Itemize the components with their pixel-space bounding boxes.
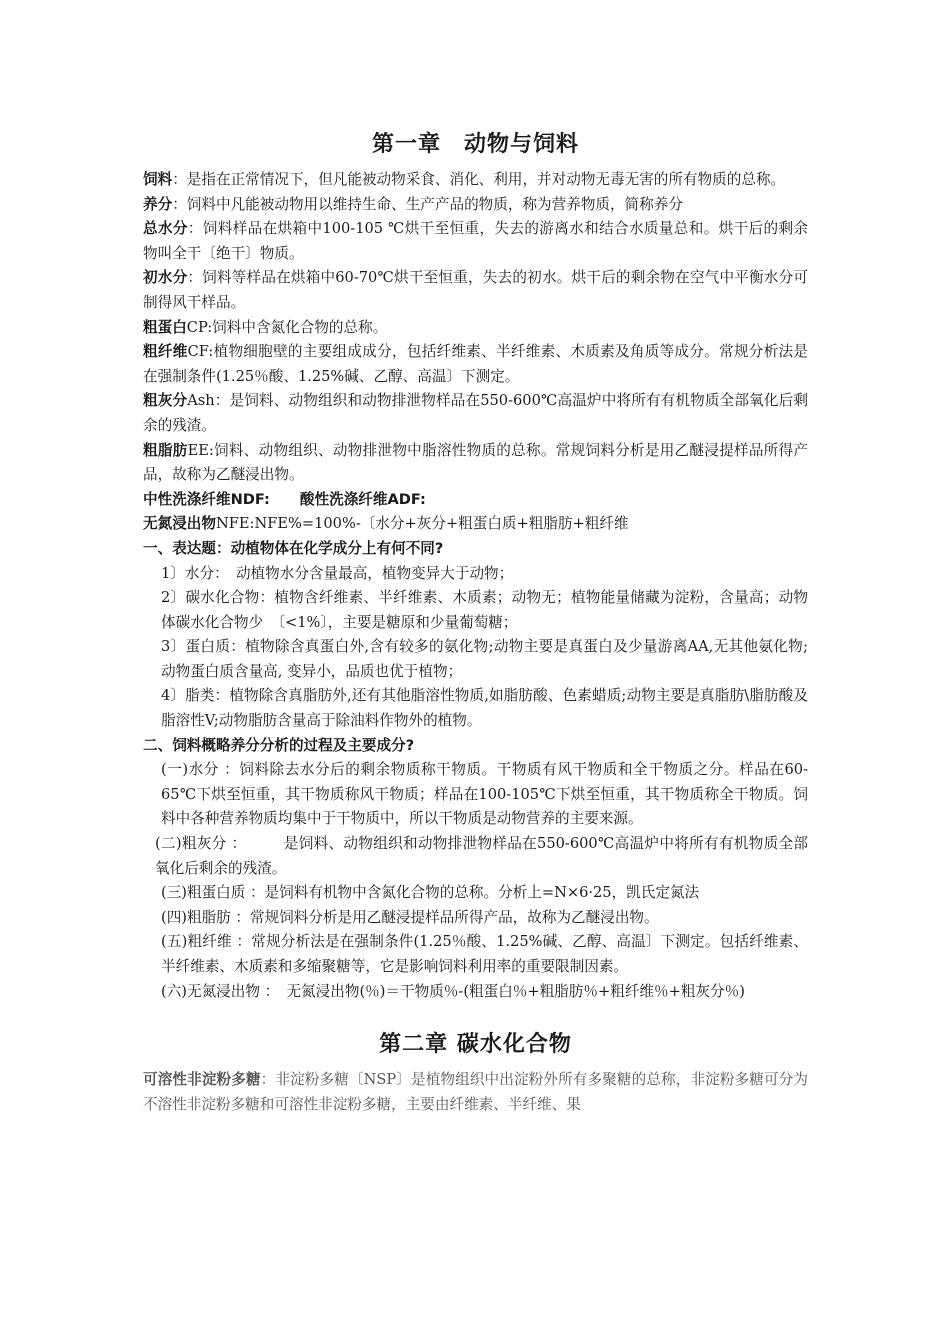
question-1-heading: 一、表达题：动植物体在化学成分上有何不同? [143, 539, 444, 557]
question-2-heading: 二、饲料概略养分分析的过程及主要成分? [143, 736, 415, 754]
definition-nutrient [143, 193, 808, 218]
nfe-term: 无氮浸出物 [143, 515, 216, 533]
question-1-item: 2〕碳水化合物：植物含纤维素、半纤维素、木质素；动物无；植物能量储藏为淀粉，含量高；动物体碳水化合物少 〔<1%〕，主要是糖原和少量葡萄糖； [161, 589, 808, 631]
chapter-2-title: 第二章 碳水化合物 [379, 1032, 572, 1058]
question-1-item: 3〕蛋白质：植物除含真蛋白外,含有较多的氨化物;动物主要是真蛋白及少量游离AA,无其他氨化物;动物蛋白质含量高, 变异小，品质也优于植物； [161, 638, 808, 680]
definition-term: 养分 [143, 195, 173, 213]
definition-text: CP:饲料中含氮化合物的总称。 [186, 318, 388, 336]
definition-soluble-nsp [143, 1068, 808, 1117]
question-2-item: (三)粗蛋白质 ：是饲料有机物中含氮化合物的总称。分析上=N×6·25，凯氏定氮法 [161, 884, 700, 902]
definition-crude-fat [143, 439, 808, 488]
definition-term: 初水分 [143, 269, 188, 287]
definition-text: ：饲料中凡能被动物用以维持生命、生产产品的物质，称为营养物质，简称养分 [172, 195, 683, 213]
definition-crude-protein [143, 316, 808, 341]
definition-text: ：非淀粉多糖〔NSP〕是植物组织中出淀粉外所有多聚糖的总称，非淀粉多糖可分为不溶性非淀粉多糖和可溶性非淀粉多糖，主要由纤维素、半纤维、果 [143, 1071, 808, 1113]
definition-initial-moisture [143, 266, 808, 315]
nfe-text: NFE:NFE%=100%-〔水分+灰分+粗蛋白质+粗脂肪+粗纤维 [215, 515, 629, 533]
question-2-item: (二)粗灰分 ： 是饲料、动物组织和动物排泄物样品在550-600℃高温炉中将所有有机物质全部氧化后剩余的残渣。 [155, 835, 808, 877]
document-page [143, 130, 808, 1117]
adf-term: 酸性洗涤纤维ADF: [299, 490, 426, 508]
definition-nfe [143, 512, 808, 537]
question-2-item: (四)粗脂肪 ：常规饲料分析是用乙醚浸提样品所得产品，故称为乙醚浸出物。 [161, 908, 659, 926]
definition-term: 粗蛋白 [143, 318, 187, 336]
definition-total-moisture [143, 217, 808, 266]
definition-term: 粗灰分 [143, 392, 188, 410]
definition-crude-fiber [143, 340, 808, 389]
definition-text: EE:饲料、动物组织、动物排泄物中脂溶性物质的总称。常规饲料分析是用乙醚浸提样品所得产品，故称为乙醚浸出物。 [143, 441, 808, 484]
question-2-item: (五)粗纤维 ：常规分析法是在强制条件(1.25％酸、1.25%碱、乙醇、高温〕下测定。包括纤维素、半纤维素、木质素和多缩聚糖等，它是影响饲料利用率的重要限制因素。 [161, 933, 808, 975]
definition-text: ：饲料样品在烘箱中100-105 ℃烘干至恒重，失去的游离水和结合水质量总和。烘干后的剩余物叫全干〔绝干〕物质。 [143, 220, 808, 262]
definition-term: 可溶性非淀粉多糖 [143, 1071, 261, 1089]
definition-term: 总水分 [143, 220, 188, 238]
definition-text: ：饲料等样品在烘箱中60-70℃烘干至恒重，失去的初水。烘干后的剩余物在空气中平衡水分可制得风干样品。 [143, 269, 808, 311]
definition-term: 粗纤维 [143, 343, 188, 361]
question-1-item: 1〕水分： 动植物水分含量最高，植物变异大于动物； [161, 564, 514, 582]
definition-term: 饲料 [143, 171, 173, 188]
chapter-1-title: 第一章 动物与饲料 [371, 132, 579, 157]
question-2-item: (六)无氮浸出物 ： 无氮浸出物(％)＝干物质％-(粗蛋白％+粗脂肪％+粗纤维％+粗灰分％) [161, 982, 745, 1000]
definition-text: CF:植物细胞壁的主要组成成分，包括纤维素、半纤维素、木质素及角质等成分。常规分析法是在强制条件(1.25％酸、1.25%碱、乙醇、高温〕下测定。 [143, 343, 808, 385]
definition-text: Ash：是饲料、动物组织和动物排泄物样品在550-600℃高温炉中将所有有机物质全部氧化后剩余的残渣。 [143, 392, 808, 434]
definition-crude-ash [143, 389, 808, 438]
question-1-item: 4〕脂类：植物除含真脂肪外,还有其他脂溶性物质,如脂肪酸、色素蜡质;动物主要是真脂肪\脂肪酸及脂溶性V;动物脂肪含量高于除油料作物外的植物。 [161, 687, 808, 730]
ndf-term: 中性洗涤纤维NDF: [143, 490, 270, 508]
definition-ndf-adf [143, 488, 808, 513]
definition-term: 粗脂肪 [143, 441, 188, 459]
definition-feed [143, 168, 808, 193]
question-2-item: (一)水分 ：饲料除去水分后的剩余物质称干物质。干物质有风干物质和全干物质之分。样品在60-65℃下烘至恒重，其干物质称风干物质；样品在100-105℃下烘至恒重，其干物质称全干物质。饲料中各种营养物质均集中于干物质中，所以干物质是动物营养的主要来源。 [161, 761, 808, 828]
definition-text: ：是指在正常情况下，但凡能被动物采食、消化、利用，并对动物无毒无害的所有物质的总称。 [172, 171, 786, 188]
